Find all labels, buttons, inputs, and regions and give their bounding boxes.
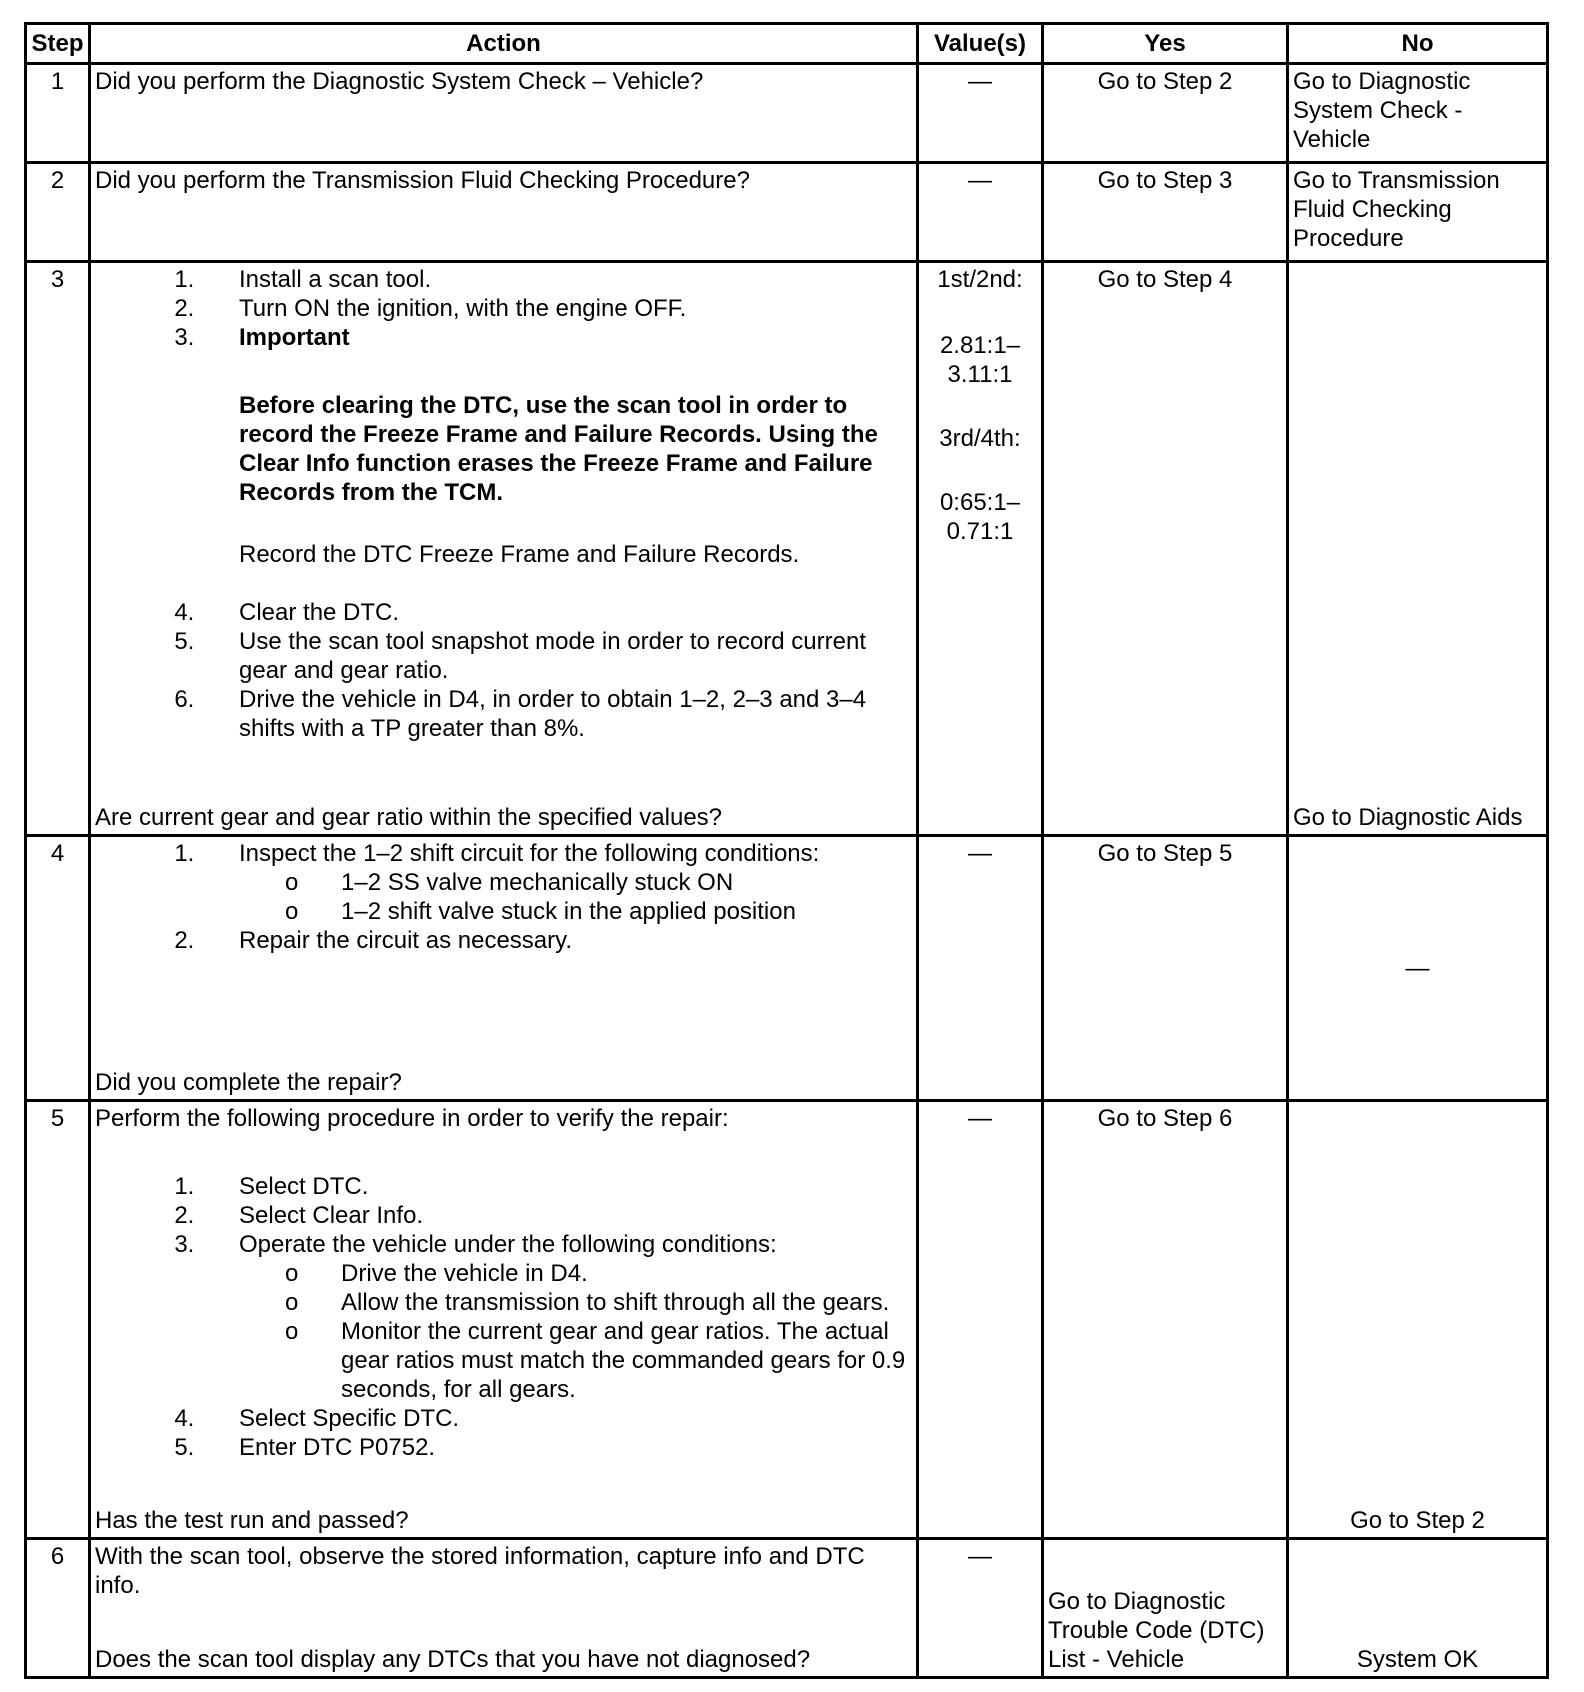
list-item: 6. Drive the vehicle in D4, in order to obtain 1–2, 2–3 and 3–4 shifts with a TP greater than 8%.: [201, 685, 912, 743]
yes-link[interactable]: Go to Step 3: [1043, 163, 1288, 262]
list-item: [201, 839, 912, 926]
value-cell: —: [918, 64, 1043, 163]
sub-item: o Drive the vehicle in D4.: [303, 1259, 912, 1288]
value-line: 3rd/4th:: [939, 425, 1021, 452]
action-cell: [90, 1101, 918, 1539]
action-cell: [90, 262, 918, 836]
list-item: 1. Install a scan tool.: [201, 265, 912, 294]
action-question: Does the scan tool display any DTCs that you have not diagnosed?: [95, 1646, 811, 1673]
table-row: [26, 262, 1548, 836]
list-item: 1. Select DTC.: [201, 1172, 912, 1201]
header-step: Step: [26, 24, 90, 64]
no-link[interactable]: Go to Diagnostic Aids: [1288, 262, 1548, 836]
header-yes: Yes: [1043, 24, 1288, 64]
yes-link[interactable]: Go to Diagnostic Trouble Code (DTC) List - Vehicle: [1043, 1539, 1288, 1678]
step-number: 2: [26, 163, 90, 262]
list-item: 5. Use the scan tool snapshot mode in order to record current gear and gear ratio.: [201, 627, 912, 685]
table-row: [26, 836, 1548, 1101]
list-item: [201, 1230, 912, 1404]
table-row: [26, 1101, 1548, 1539]
no-result: System OK: [1288, 1539, 1548, 1678]
table-row: [26, 163, 1548, 262]
no-link[interactable]: Go to Step 2: [1288, 1101, 1548, 1539]
action-question: Has the test run and passed?: [95, 1507, 409, 1534]
action-cell: [90, 836, 918, 1101]
value-line: 0.71:1: [946, 518, 1014, 545]
value-line: 1st/2nd:: [937, 266, 1023, 293]
yes-link[interactable]: Go to Step 6: [1043, 1101, 1288, 1539]
action-question: Did you complete the repair?: [95, 1069, 402, 1096]
sub-item: o Monitor the current gear and gear ratios. The actual gear ratios must match the commanded gears for 0.9 seconds, for all gears.: [303, 1317, 912, 1404]
sub-list: [239, 1259, 912, 1404]
table-row: [26, 64, 1548, 163]
important-label: Important: [239, 324, 350, 351]
value-line: 3.11:1: [947, 361, 1013, 388]
action-steps: [95, 265, 912, 743]
action-cell: Did you perform the Transmission Fluid Checking Procedure?: [90, 163, 918, 262]
no-value: —: [1288, 836, 1548, 1101]
list-item: [201, 323, 912, 598]
list-item: 4. Clear the DTC.: [201, 598, 912, 627]
action-text: With the scan tool, observe the stored information, capture info and DTC info.: [95, 1543, 865, 1599]
action-steps: [95, 1172, 912, 1462]
important-note: Before clearing the DTC, use the scan tool in order to record the Freeze Frame and Failure Records. Using the Clear Info function erases the Freeze Frame and Failure Records from the TCM.: [239, 392, 878, 506]
step-number: 3: [26, 262, 90, 836]
action-cell: [90, 1539, 918, 1678]
action-steps: [95, 839, 912, 955]
no-link[interactable]: Go to Transmission Fluid Checking Procedure: [1288, 163, 1548, 262]
diagnostic-page: [24, 22, 1549, 1679]
yes-link[interactable]: Go to Step 5: [1043, 836, 1288, 1101]
sub-item: o 1–2 SS valve mechanically stuck ON: [303, 868, 912, 897]
action-intro: Perform the following procedure in order to verify the repair:: [95, 1105, 729, 1132]
list-item: 5. Enter DTC P0752.: [201, 1433, 912, 1462]
sub-list: [239, 868, 912, 926]
list-item: 2. Turn ON the ignition, with the engine OFF.: [201, 294, 912, 323]
value-cell: —: [918, 836, 1043, 1101]
value-line: 0:65:1–: [939, 489, 1021, 516]
value-cell: —: [918, 1539, 1043, 1678]
header-values: Value(s): [918, 24, 1043, 64]
step-number: 4: [26, 836, 90, 1101]
sub-item: o Allow the transmission to shift through all the gears.: [303, 1288, 912, 1317]
value-cell: [918, 262, 1043, 836]
value-cell: —: [918, 1101, 1043, 1539]
record-note: Record the DTC Freeze Frame and Failure Records.: [239, 541, 800, 568]
list-item-text: Operate the vehicle under the following conditions:: [239, 1231, 777, 1258]
action-question: Are current gear and gear ratio within the specified values?: [95, 804, 723, 831]
table-row: [26, 1539, 1548, 1678]
header-row: [26, 24, 1548, 64]
yes-link[interactable]: Go to Step 2: [1043, 64, 1288, 163]
sub-item: o 1–2 shift valve stuck in the applied position: [303, 897, 912, 926]
list-item: 2. Select Clear Info.: [201, 1201, 912, 1230]
list-item: 2. Repair the circuit as necessary.: [201, 926, 912, 955]
header-action: Action: [90, 24, 918, 64]
action-cell: Did you perform the Diagnostic System Check – Vehicle?: [90, 64, 918, 163]
no-link[interactable]: Go to Diagnostic System Check - Vehicle: [1288, 64, 1548, 163]
diagnostic-table: [24, 22, 1549, 1679]
value-line: 2.81:1–: [939, 332, 1021, 359]
step-number: 1: [26, 64, 90, 163]
step-number: 5: [26, 1101, 90, 1539]
list-item-text: Inspect the 1–2 shift circuit for the following conditions:: [239, 840, 820, 867]
list-item: 4. Select Specific DTC.: [201, 1404, 912, 1433]
value-cell: —: [918, 163, 1043, 262]
header-no: No: [1288, 24, 1548, 64]
yes-link[interactable]: Go to Step 4: [1043, 262, 1288, 836]
step-number: 6: [26, 1539, 90, 1678]
